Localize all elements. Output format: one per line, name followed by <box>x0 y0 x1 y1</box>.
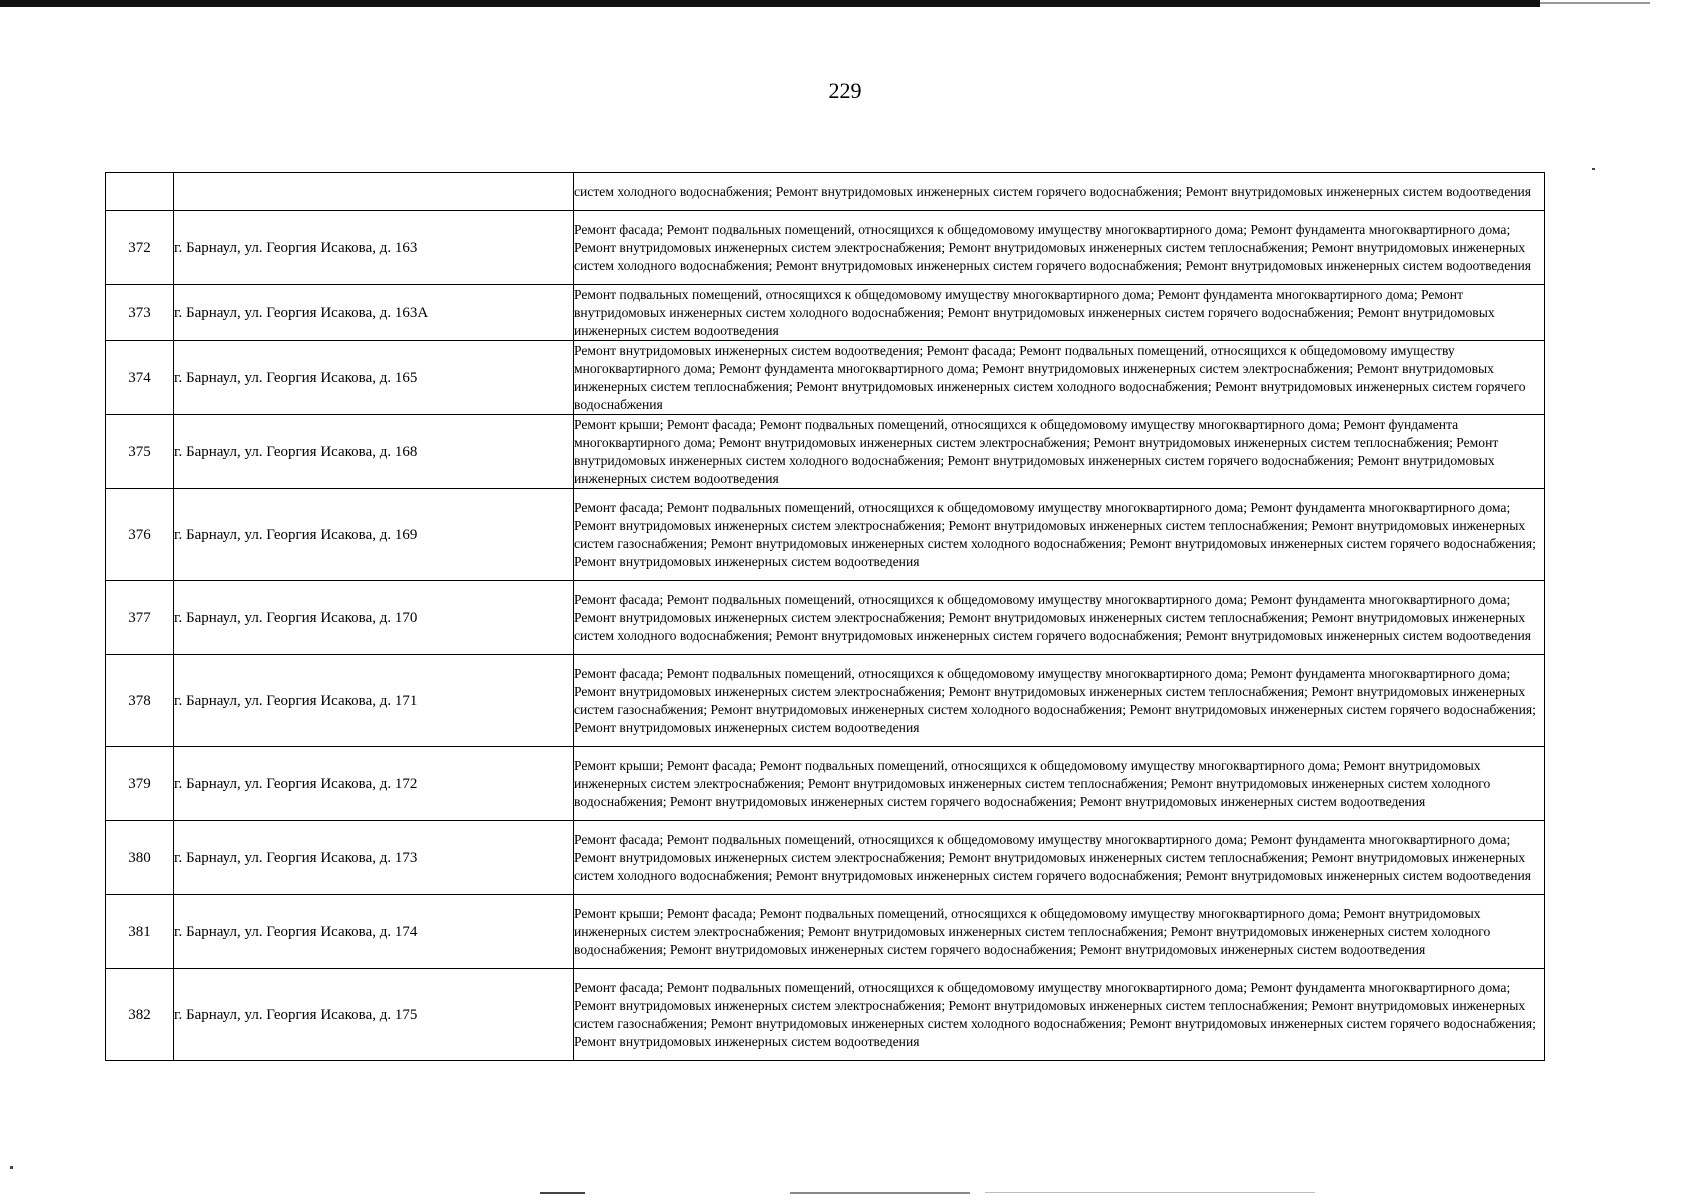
scan-top-edge <box>0 0 1540 7</box>
row-address: г. Барнаул, ул. Георгия Исакова, д. 171 <box>174 655 574 747</box>
row-number: 380 <box>106 821 174 895</box>
table-row <box>106 895 1545 969</box>
row-address: г. Барнаул, ул. Георгия Исакова, д. 165 <box>174 341 574 415</box>
table-row <box>106 489 1545 581</box>
row-works: Ремонт крыши; Ремонт фасада; Ремонт подвальных помещений, относящихся к общедомовому имуществу многоквартирного дома; Ремонт внутридомовых инженерных систем электроснабжения; Ремонт внутридомовых инженерных систем теплоснабжения; Ремонт внутридомовых инженерных систем холодного водоснабжения; Ремонт внутридомовых инженерных систем горячего водоснабжения; Ремонт внутридомовых инженерных систем водоотведения <box>574 747 1545 821</box>
row-address: г. Барнаул, ул. Георгия Исакова, д. 163А <box>174 285 574 341</box>
table-row <box>106 747 1545 821</box>
scan-artifact-line <box>790 1192 970 1194</box>
row-address: г. Барнаул, ул. Георгия Исакова, д. 172 <box>174 747 574 821</box>
table-row <box>106 415 1545 489</box>
scan-artifact-dot <box>1592 168 1595 170</box>
row-works: Ремонт внутридомовых инженерных систем водоотведения; Ремонт фасада; Ремонт подвальных помещений, относящихся к общедомовому имуществу многоквартирного дома; Ремонт фундамента многоквартирного дома; Ремонт внутридомовых инженерных систем электроснабжения; Ремонт внутридомовых инженерных систем теплоснабжения; Ремонт внутридомовых инженерных систем холодного водоснабжения; Ремонт внутридомовых инженерных систем горячего водоснабжения <box>574 341 1545 415</box>
table-row <box>106 655 1545 747</box>
row-works: Ремонт фасада; Ремонт подвальных помещений, относящихся к общедомовому имуществу многоквартирного дома; Ремонт фундамента многоквартирного дома; Ремонт внутридомовых инженерных систем электроснабжения; Ремонт внутридомовых инженерных систем теплоснабжения; Ремонт внутридомовых инженерных систем холодного водоснабжения; Ремонт внутридомовых инженерных систем горячего водоснабжения; Ремонт внутридомовых инженерных систем водоотведения <box>574 821 1545 895</box>
row-works: Ремонт крыши; Ремонт фасада; Ремонт подвальных помещений, относящихся к общедомовому имуществу многоквартирного дома; Ремонт фундамента многоквартирного дома; Ремонт внутридомовых инженерных систем электроснабжения; Ремонт внутридомовых инженерных систем теплоснабжения; Ремонт внутридомовых инженерных систем холодного водоснабжения; Ремонт внутридомовых инженерных систем горячего водоснабжения; Ремонт внутридомовых инженерных систем водоотведения <box>574 415 1545 489</box>
row-number: 378 <box>106 655 174 747</box>
row-number: 375 <box>106 415 174 489</box>
table-row <box>106 211 1545 285</box>
row-number: 379 <box>106 747 174 821</box>
row-address: г. Барнаул, ул. Георгия Исакова, д. 168 <box>174 415 574 489</box>
scan-artifact-line <box>985 1192 1315 1193</box>
scan-top-edge-fade <box>1540 2 1650 4</box>
row-works: Ремонт крыши; Ремонт фасада; Ремонт подвальных помещений, относящихся к общедомовому имуществу многоквартирного дома; Ремонт внутридомовых инженерных систем электроснабжения; Ремонт внутридомовых инженерных систем теплоснабжения; Ремонт внутридомовых инженерных систем холодного водоснабжения; Ремонт внутридомовых инженерных систем горячего водоснабжения; Ремонт внутридомовых инженерных систем водоотведения <box>574 895 1545 969</box>
row-address: г. Барнаул, ул. Георгия Исакова, д. 170 <box>174 581 574 655</box>
table-row <box>106 285 1545 341</box>
row-address: г. Барнаул, ул. Георгия Исакова, д. 163 <box>174 211 574 285</box>
row-works: Ремонт фасада; Ремонт подвальных помещений, относящихся к общедомовому имуществу многоквартирного дома; Ремонт фундамента многоквартирного дома; Ремонт внутридомовых инженерных систем электроснабжения; Ремонт внутридомовых инженерных систем теплоснабжения; Ремонт внутридомовых инженерных систем холодного водоснабжения; Ремонт внутридомовых инженерных систем горячего водоснабжения; Ремонт внутридомовых инженерных систем водоотведения <box>574 581 1545 655</box>
table-row <box>106 341 1545 415</box>
row-works: Ремонт подвальных помещений, относящихся к общедомовому имуществу многоквартирного дома; Ремонт фундамента многоквартирного дома; Ремонт внутридомовых инженерных систем холодного водоснабжения; Ремонт внутридомовых инженерных систем горячего водоснабжения; Ремонт внутридомовых инженерных систем водоотведения <box>574 285 1545 341</box>
row-works: систем холодного водоснабжения; Ремонт внутридомовых инженерных систем горячего водоснабжения; Ремонт внутридомовых инженерных систем водоотведения <box>574 173 1545 211</box>
row-works: Ремонт фасада; Ремонт подвальных помещений, относящихся к общедомовому имуществу многоквартирного дома; Ремонт фундамента многоквартирного дома; Ремонт внутридомовых инженерных систем электроснабжения; Ремонт внутридомовых инженерных систем теплоснабжения; Ремонт внутридомовых инженерных систем газоснабжения; Ремонт внутридомовых инженерных систем холодного водоснабжения; Ремонт внутридомовых инженерных систем горячего водоснабжения; Ремонт внутридомовых инженерных систем водоотведения <box>574 489 1545 581</box>
row-number: 376 <box>106 489 174 581</box>
row-address: г. Барнаул, ул. Георгия Исакова, д. 175 <box>174 969 574 1061</box>
table-row <box>106 969 1545 1061</box>
row-address: г. Барнаул, ул. Георгия Исакова, д. 173 <box>174 821 574 895</box>
table-row <box>106 173 1545 211</box>
house-repair-table <box>105 172 1545 1061</box>
row-address: г. Барнаул, ул. Георгия Исакова, д. 174 <box>174 895 574 969</box>
scan-artifact-line <box>540 1192 585 1194</box>
table-row <box>106 821 1545 895</box>
row-number: 373 <box>106 285 174 341</box>
row-number <box>106 173 174 211</box>
row-number: 377 <box>106 581 174 655</box>
row-number: 382 <box>106 969 174 1061</box>
row-works: Ремонт фасада; Ремонт подвальных помещений, относящихся к общедомовому имуществу многоквартирного дома; Ремонт фундамента многоквартирного дома; Ремонт внутридомовых инженерных систем электроснабжения; Ремонт внутридомовых инженерных систем теплоснабжения; Ремонт внутридомовых инженерных систем газоснабжения; Ремонт внутридомовых инженерных систем холодного водоснабжения; Ремонт внутридомовых инженерных систем горячего водоснабжения; Ремонт внутридомовых инженерных систем водоотведения <box>574 969 1545 1061</box>
table-row <box>106 581 1545 655</box>
row-address: г. Барнаул, ул. Георгия Исакова, д. 169 <box>174 489 574 581</box>
page-number: 229 <box>828 78 862 103</box>
row-address <box>174 173 574 211</box>
row-works: Ремонт фасада; Ремонт подвальных помещений, относящихся к общедомовому имуществу многоквартирного дома; Ремонт фундамента многоквартирного дома; Ремонт внутридомовых инженерных систем электроснабжения; Ремонт внутридомовых инженерных систем теплоснабжения; Ремонт внутридомовых инженерных систем газоснабжения; Ремонт внутридомовых инженерных систем холодного водоснабжения; Ремонт внутридомовых инженерных систем горячего водоснабжения; Ремонт внутридомовых инженерных систем водоотведения <box>574 655 1545 747</box>
row-number: 372 <box>106 211 174 285</box>
row-number: 381 <box>106 895 174 969</box>
scan-artifact-dot <box>10 1166 13 1169</box>
row-works: Ремонт фасада; Ремонт подвальных помещений, относящихся к общедомовому имуществу многоквартирного дома; Ремонт фундамента многоквартирного дома; Ремонт внутридомовых инженерных систем электроснабжения; Ремонт внутридомовых инженерных систем теплоснабжения; Ремонт внутридомовых инженерных систем холодного водоснабжения; Ремонт внутридомовых инженерных систем горячего водоснабжения; Ремонт внутридомовых инженерных систем водоотведения <box>574 211 1545 285</box>
row-number: 374 <box>106 341 174 415</box>
